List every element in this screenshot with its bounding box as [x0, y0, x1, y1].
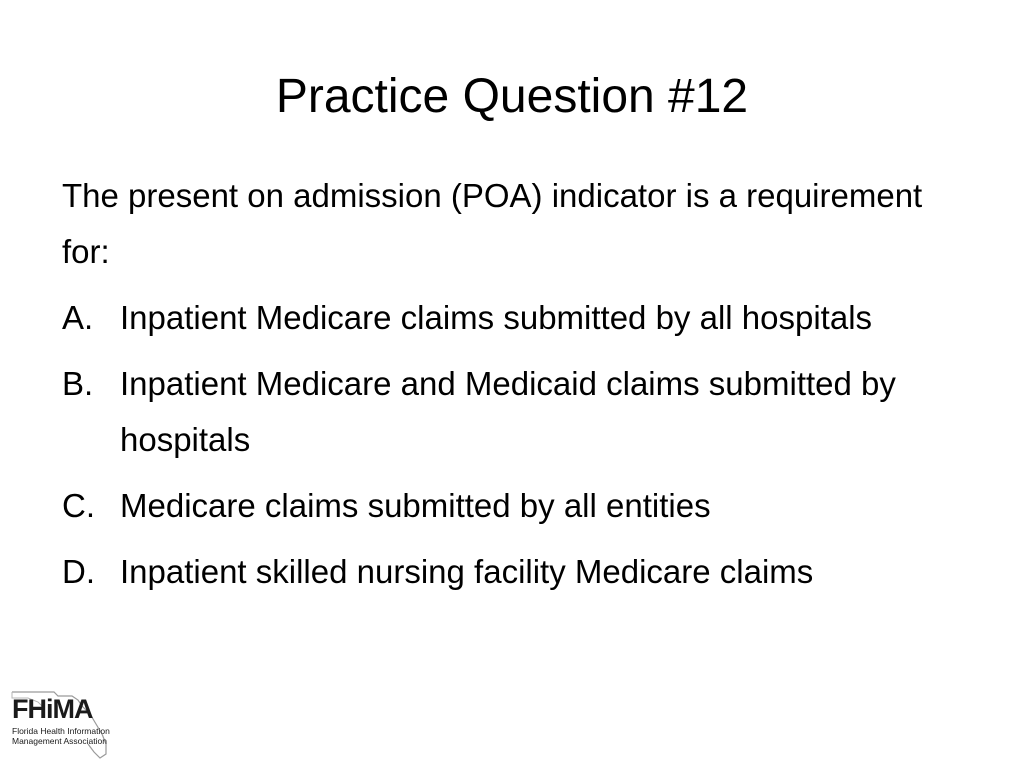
option-a [62, 290, 962, 346]
option-b [62, 356, 962, 468]
option-d [62, 544, 962, 600]
option-c [62, 478, 962, 534]
answer-options [62, 290, 962, 600]
question-text: The present on admission (POA) indicator is a requirement for: [62, 177, 923, 270]
slide-title: Practice Question #12 [275, 70, 749, 123]
logo-subtitle [12, 726, 110, 746]
fhima-logo [8, 688, 112, 760]
option-letter: A. [62, 299, 94, 336]
option-letter: B. [62, 365, 94, 402]
option-text: Inpatient Medicare and Medicaid claims submitted by hospitals [120, 365, 896, 458]
option-text: Inpatient skilled nursing facility Medicare claims [120, 553, 814, 590]
logo-subtitle-line2: Management Association [12, 736, 107, 746]
slide-body [62, 168, 962, 610]
logo-subtitle-line1: Florida Health Information [12, 726, 110, 736]
option-letter: D. [62, 553, 95, 590]
option-letter: C. [62, 487, 95, 524]
logo-name: FHiMA [12, 694, 93, 724]
option-text: Medicare claims submitted by all entities [120, 487, 711, 524]
option-text: Inpatient Medicare claims submitted by all hospitals [120, 299, 873, 336]
